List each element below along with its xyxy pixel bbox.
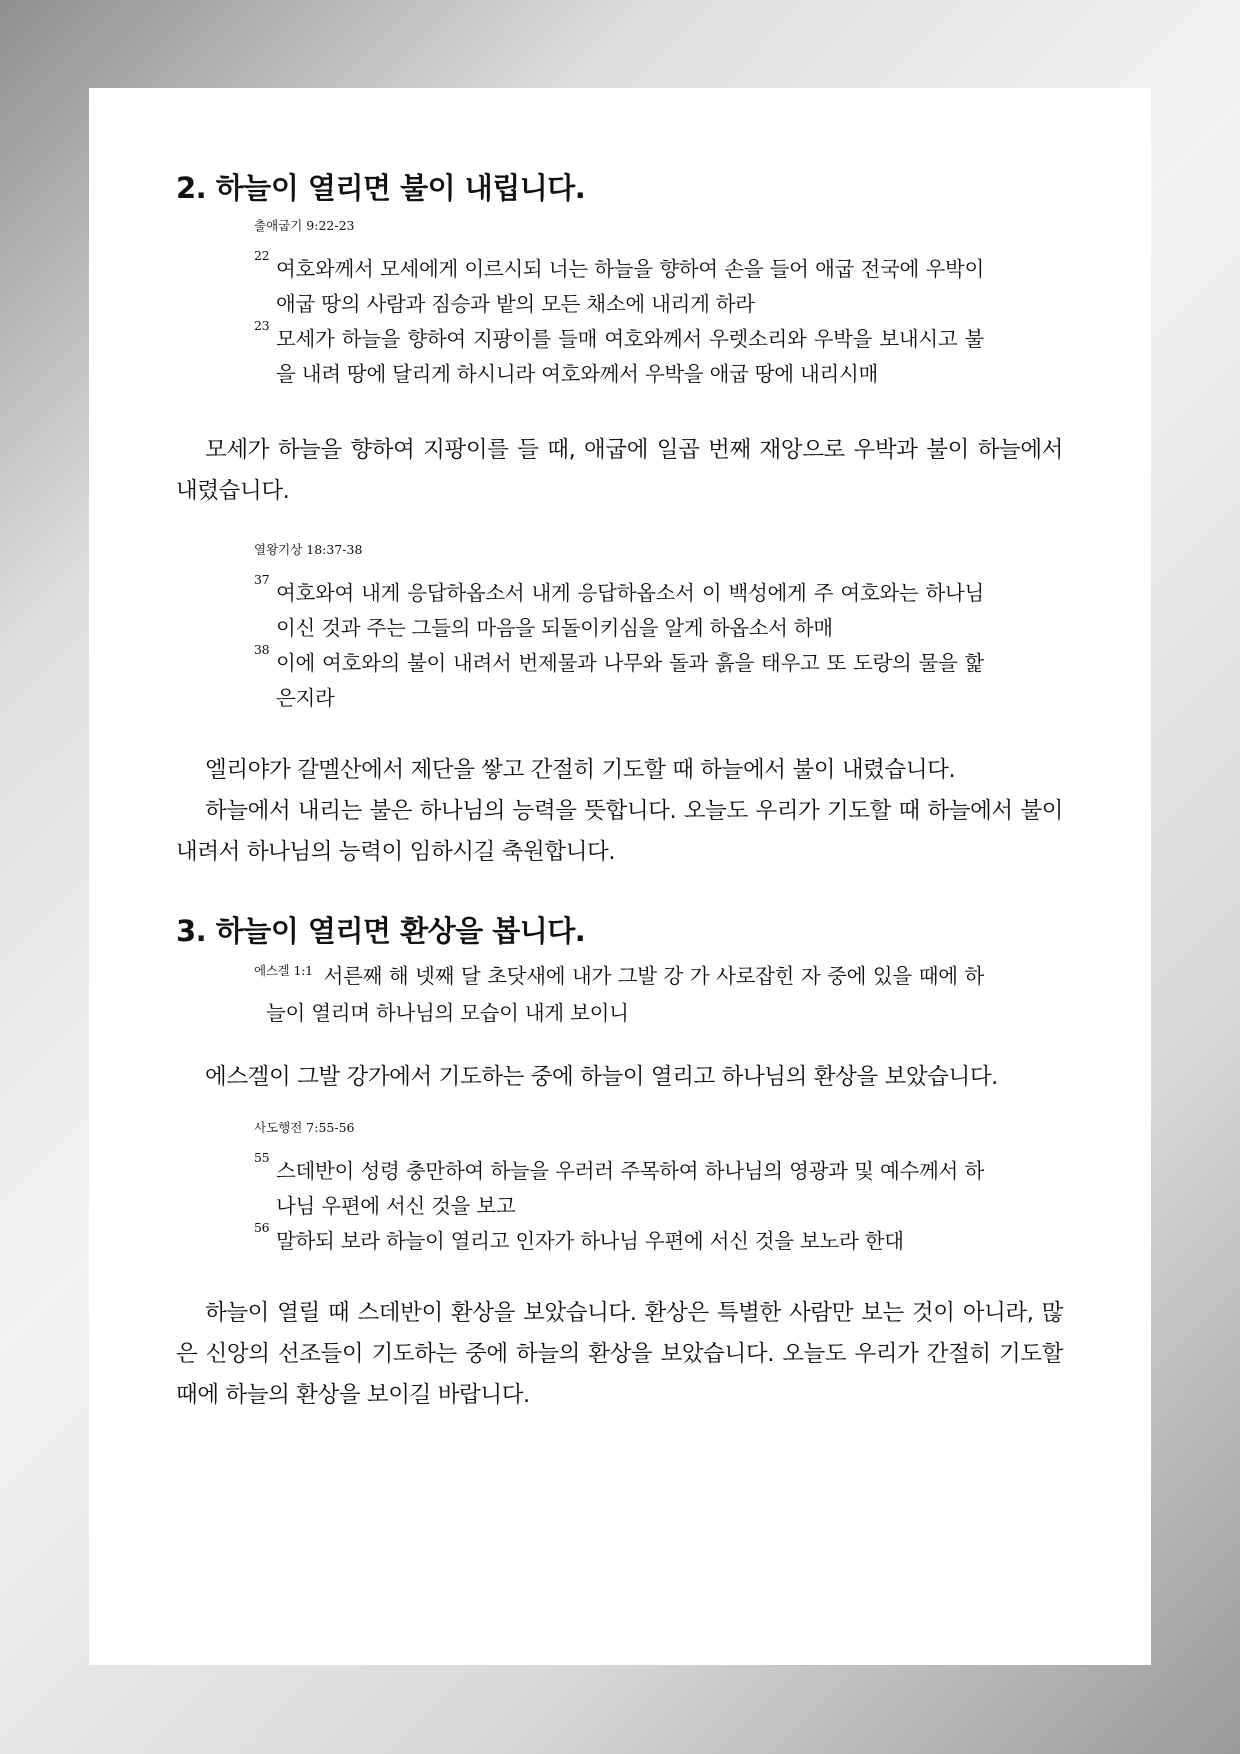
scripture-reference: 출애굽기 9:22-23: [254, 218, 355, 233]
body-paragraph: 하늘이 열릴 때 스데반이 환상을 보았습니다. 환상은 특별한 사람만 보는 것이 아니라, 많은 신앙의 선조들이 기도하는 중에 하늘의 환상을 보았습니다. 오늘도 우리가 간절히 기도할 때에 하늘의 환상을 보이길 바랍니다.: [176, 1300, 1063, 1408]
section-2-title: 2. 하늘이 열리면 불이 내립니다.: [176, 171, 586, 205]
verse-text: 여호와여 내게 응답하옵소서 내게 응답하옵소서 이 백성에게 주 여호와는 하나님이신 것과 주는 그들의 마음을 되돌이키심을 알게 하옵소서 하매: [276, 581, 984, 640]
scripture-quote-ezekiel: [254, 959, 984, 1031]
verse: [254, 642, 984, 716]
verse: [254, 248, 984, 322]
verse-number: 55: [254, 1150, 270, 1165]
scripture-reference: 열왕기상 18:37-38: [254, 542, 363, 557]
verse-number: 38: [254, 642, 270, 657]
verse: [254, 318, 984, 392]
verse-number: 22: [254, 248, 270, 263]
verse: [254, 1220, 984, 1259]
section-3-title: 3. 하늘이 열리면 환상을 봅니다.: [176, 914, 586, 948]
scripture-quote-acts: [254, 1120, 984, 1259]
verse: [254, 572, 984, 646]
body-paragraph: 모세가 하늘을 향하여 지팡이를 들 때, 애굽에 일곱 번째 재앙으로 우박과 불이 하늘에서 내렸습니다.: [176, 437, 1063, 504]
scripture-quote-exodus: [254, 218, 984, 392]
verse-number: 23: [254, 318, 270, 333]
verse-text: 말하되 보라 하늘이 열리고 인자가 하나님 우편에 서신 것을 보노라 한대: [276, 1229, 904, 1253]
scripture-reference: 사도행전 7:55-56: [254, 1120, 355, 1135]
verse-text: 모세가 하늘을 향하여 지팡이를 들매 여호와께서 우렛소리와 우박을 보내시고 불을 내려 땅에 달리게 하시니라 여호와께서 우박을 애굽 땅에 내리시매: [276, 327, 984, 386]
verse-text: 서른째 해 넷째 달 초닷새에 내가 그발 강 가 사로잡힌 자 중에 있을 때에 하늘이 열리며 하나님의 모습이 내게 보이니: [266, 964, 984, 1025]
verse-number: 56: [254, 1220, 270, 1235]
verse-text: 스데반이 성령 충만하여 하늘을 우러러 주목하여 하나님의 영광과 및 예수께서 하나님 우편에 서신 것을 보고: [276, 1159, 984, 1218]
body-paragraph: 하늘에서 내리는 불은 하나님의 능력을 뜻합니다. 오늘도 우리가 기도할 때 하늘에서 불이 내려서 하나님의 능력이 임하시길 축원합니다.: [176, 798, 1063, 865]
verse: [254, 959, 984, 1031]
document-page: [89, 88, 1151, 1665]
body-paragraph: 에스겔이 그발 강가에서 기도하는 중에 하늘이 열리고 하나님의 환상을 보았습니다.: [205, 1064, 998, 1090]
scripture-reference: 에스겔 1:1: [254, 963, 313, 978]
verse-text: 여호와께서 모세에게 이르시되 너는 하늘을 향하여 손을 들어 애굽 전국에 우박이 애굽 땅의 사람과 짐승과 밭의 모든 채소에 내리게 하라: [276, 257, 984, 316]
verse-text: 이에 여호와의 불이 내려서 번제물과 나무와 돌과 흙을 태우고 또 도랑의 물을 핥은지라: [276, 651, 984, 710]
body-paragraph: 엘리야가 갈멜산에서 제단을 쌓고 간절히 기도할 때 하늘에서 불이 내렸습니다.: [205, 757, 956, 783]
verse: [254, 1150, 984, 1224]
scripture-quote-1kings: [254, 542, 984, 716]
verse-number: 37: [254, 572, 270, 587]
